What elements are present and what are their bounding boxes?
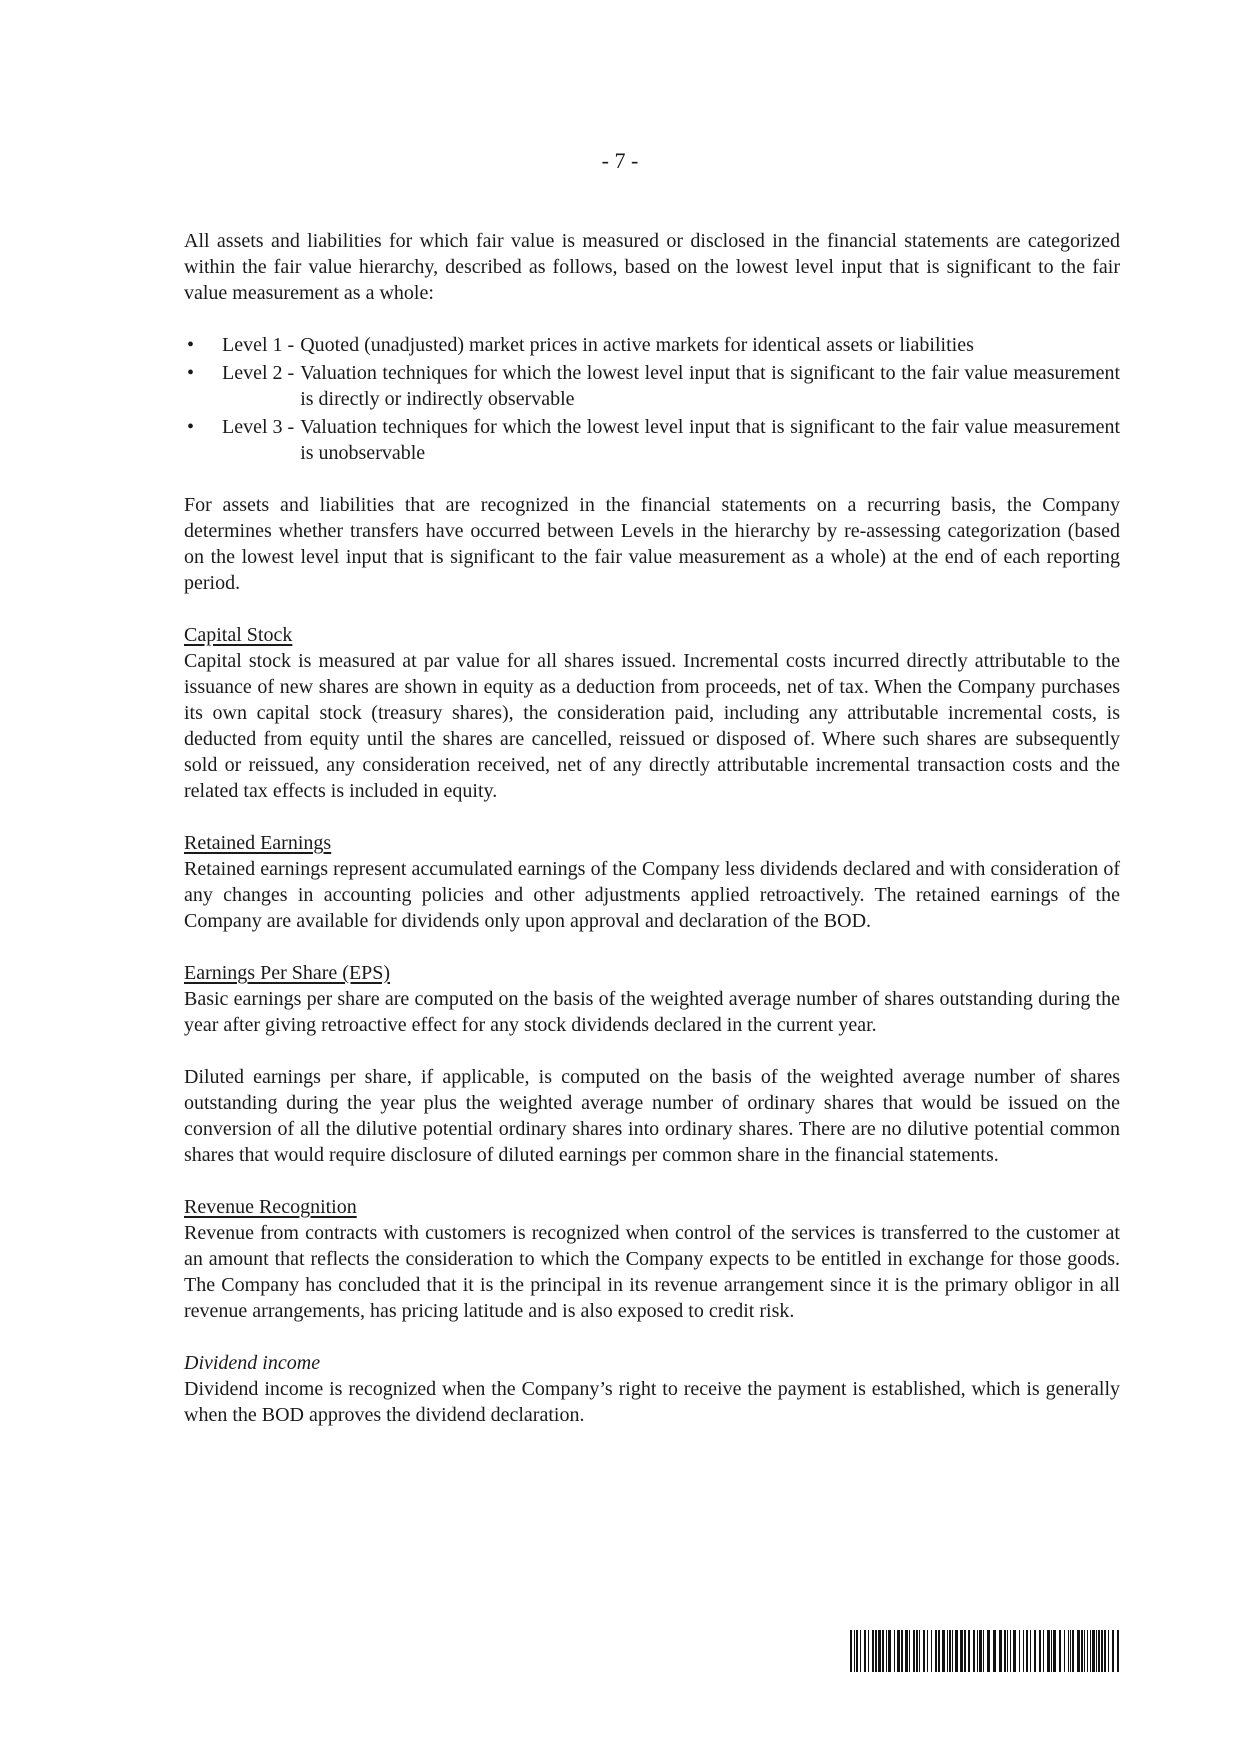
barcode-bar [864,1630,866,1672]
barcode-bar [983,1630,984,1672]
barcode-bar [942,1630,945,1672]
level-2-item [184,360,1120,412]
barcode-bar [993,1630,996,1672]
dividend-income-heading: Dividend income [184,1352,321,1374]
level-1-label: Level 1 - [222,334,295,356]
barcode-bar [977,1630,978,1672]
barcode-bar [1047,1630,1050,1672]
level-3-text: Valuation techniques for which the lowest level input that is significant to the fair value measurement is unobservable [300,416,1120,464]
barcode-bar [894,1630,895,1672]
barcode-bar [872,1630,874,1672]
barcode-bar [1072,1630,1074,1672]
barcode-bar [1023,1630,1024,1672]
revenue-recognition-body: Revenue from contracts with customers is recognized when control of the services is transferred to the customer at an amount that reflects the consideration to which the Company expects to be entitled in exchange for those goods. The Company has concluded that it is the principal in its revenue arrangement since it is the primary obligor in all revenue arrangements, has pricing latitude and is also exposed to credit risk. [184,1222,1120,1322]
barcode-bar [973,1630,975,1672]
barcode-bar [878,1630,881,1672]
barcode-bar [960,1630,963,1672]
dividend-income-body: Dividend income is recognized when the Company’s right to receive the payment is established, which is generally when the BOD approves the dividend declaration. [184,1378,1120,1426]
retained-earnings-body: Retained earnings represent accumulated earnings of the Company less dividends declared and with consideration of any changes in accounting policies and other adjustments applied retroactively. The retained earnings of the Company are available for dividends only upon approval and declaration of the BOD. [184,858,1120,932]
barcode-bar [1104,1630,1106,1672]
retained-earnings-heading: Retained Earnings [184,832,332,854]
capital-stock-heading: Capital Stock [184,624,293,646]
barcode-bar [1101,1630,1103,1672]
document-body [184,228,1120,1428]
barcode-bar [1007,1630,1008,1672]
barcode-bar [947,1630,948,1672]
barcode-bar [923,1630,925,1672]
barcode-bar [1084,1630,1085,1672]
barcode-bar [987,1630,990,1672]
barcode-bar [931,1630,932,1672]
barcode-bar [919,1630,920,1672]
capital-stock-section [184,622,1120,804]
barcode-bar [1068,1630,1069,1672]
barcode-bar [882,1630,884,1672]
barcode-bar [905,1630,908,1672]
barcode-bar [955,1630,958,1672]
dividend-income-section [184,1350,1120,1428]
barcode-bar [1092,1630,1095,1672]
barcode-bar [1064,1630,1065,1672]
barcode-bar [1090,1630,1091,1672]
barcode-bar [1087,1630,1088,1672]
barcode-bar [1081,1630,1083,1672]
barcode-bar [1004,1630,1006,1672]
bullet-icon: • [187,416,195,438]
barcode-bar [1010,1630,1011,1672]
barcode-bar [886,1630,887,1672]
barcode-bar [909,1630,910,1672]
barcode-bar [916,1630,918,1672]
barcode-bar [1096,1630,1097,1672]
barcode-bar [968,1630,970,1672]
barcode-bar [860,1630,861,1672]
barcode-bar [1070,1630,1071,1672]
barcode-bar [897,1630,900,1672]
revenue-recognition-heading: Revenue Recognition [184,1196,357,1218]
page-number: - 7 - [601,148,639,173]
barcode-bar [927,1630,928,1672]
barcode-bar [1019,1630,1020,1672]
barcode-bar [854,1630,855,1672]
level-2-label: Level 2 - [222,362,295,384]
level-1-item [184,332,1120,358]
barcode-bar [935,1630,937,1672]
barcode-bar [1053,1630,1056,1672]
barcode-bar [1098,1630,1100,1672]
barcode-bar [1059,1630,1061,1672]
retained-earnings-section [184,830,1120,934]
barcode-bar [850,1630,852,1672]
barcode-bar [1026,1630,1028,1672]
recurring-basis-paragraph: For assets and liabilities that are recognized in the financial statements on a recurring basis, the Company determines whether transfers have occurred between Levels in the hierarchy by re-assessing categorization (based on the lowest level input that is significant to the fair value measurement as a whole) at the end of each reporting period. [184,494,1120,594]
barcode-bar [1051,1630,1052,1672]
eps-heading: Earnings Per Share (EPS) [184,962,391,984]
barcode-bar [952,1630,953,1672]
barcode-bar [949,1630,951,1672]
barcode-bar [856,1630,858,1672]
barcode-bar [1108,1630,1109,1672]
barcode-bar [964,1630,966,1672]
barcode-bar [1117,1630,1119,1672]
barcode-bar [979,1630,982,1672]
barcode-bar [1013,1630,1016,1672]
revenue-recognition-section [184,1194,1120,1324]
barcode-bar [901,1630,903,1672]
level-2-text: Valuation techniques for which the lowest level input that is significant to the fair value measurement is directly or indirectly observable [300,362,1120,410]
level-3-item [184,414,1120,466]
barcode-bar [1039,1630,1041,1672]
eps-diluted-body: Diluted earnings per share, if applicable, is computed on the basis of the weighted average number of shares outstanding during the year plus the weighted average number of ordinary shares that would be issued on the conversion of all the dilutive potential ordinary shares into ordinary shares. There are no dilutive potential common shares that would require disclosure of diluted earnings per common share in the financial statements. [184,1066,1120,1166]
level-3-label: Level 3 - [222,416,295,438]
fair-value-levels-list [184,332,1120,466]
level-1-text: Quoted (unadjusted) market prices in active markets for identical assets or liabilities [300,334,974,356]
barcode-bar [1043,1630,1044,1672]
fair-value-intro: All assets and liabilities for which fair value is measured or disclosed in the financial statements are categorized within the fair value hierarchy, described as follows, based on the lowest level input that is significant to the fair value measurement as a whole: [184,230,1120,304]
barcode-bar [1034,1630,1036,1672]
barcode-bar [913,1630,915,1672]
capital-stock-body: Capital stock is measured at par value for all shares issued. Incremental costs incurred directly attributable to the issuance of new shares are shown in equity as a deduction from proceeds, net of tax. When the Company purchases its own capital stock (treasury shares), the consideration paid, including any attributable incremental costs, is deducted from equity until the shares are cancelled, reissued or disposed of. Where such shares are subsequently sold or reissued, any consideration received, net of any directly attributable incremental transaction costs and the related tax effects is included in equity. [184,650,1120,802]
barcode-bar [1112,1630,1114,1672]
barcode-bar [1077,1630,1080,1672]
barcode-bar [999,1630,1002,1672]
barcode-bar [938,1630,940,1672]
bullet-icon: • [187,334,195,356]
barcode-bar [875,1630,877,1672]
barcode-icon [850,1630,1122,1672]
eps-basic-body: Basic earnings per share are computed on the basis of the weighted average number of shares outstanding during the year after giving retroactive effect for any stock dividends declared in the current year. [184,988,1120,1036]
eps-section [184,960,1120,1168]
barcode-bar [888,1630,891,1672]
barcode-bar [868,1630,869,1672]
barcode-bar [1030,1630,1031,1672]
bullet-icon: • [187,362,195,384]
